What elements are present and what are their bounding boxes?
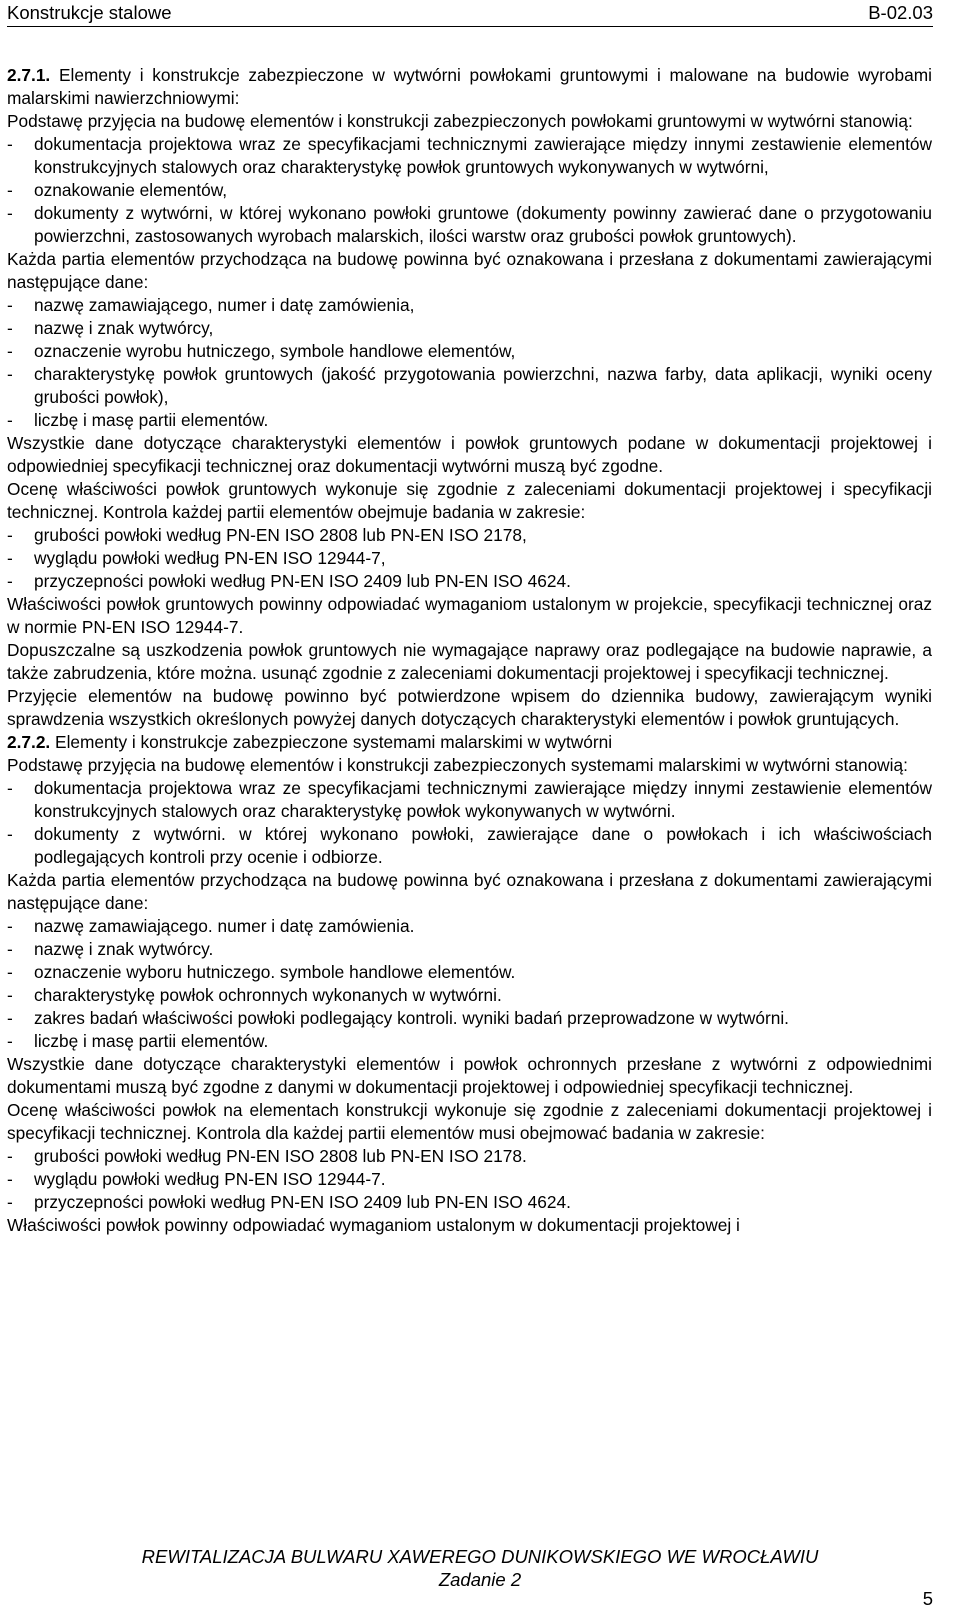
- list-item: [7, 1191, 932, 1214]
- list-item: [7, 317, 932, 340]
- list-item-text: charakterystykę powłok gruntowych (jakość przygotowania powierzchni, nazwa farby, data aplikacji, wyniki oceny grubości powłok),: [34, 364, 932, 407]
- bullet-list: [7, 1145, 932, 1214]
- list-dash: -: [7, 1169, 13, 1189]
- header-title: Konstrukcje stalowe: [7, 2, 172, 23]
- list-dash: -: [7, 341, 13, 361]
- footer-project-title: REWITALIZACJA BULWARU XAWEREGO DUNIKOWSKIEGO WE WROCŁAWIU: [141, 1546, 819, 1567]
- paragraph: Przyjęcie elementów na budowę powinno być potwierdzone wpisem do dziennika budowy, zawierającym wyniki sprawdzenia wszystkich określonych powyżej danych dotyczących charakterystyki elementów i powłok gruntujących.: [7, 686, 932, 729]
- list-item: [7, 363, 932, 409]
- paragraph: Dopuszczalne są uszkodzenia powłok gruntowych nie wymagające naprawy oraz podlegające na budowie naprawie, a także zabrudzenia, które można. usunąć zgodnie z zaleceniami dokumentacji projektowej i specyfikacji technicznej.: [7, 640, 932, 683]
- section-number: 2.7.2.: [7, 732, 51, 752]
- list-item-text: nazwę zamawiającego, numer i datę zamówienia,: [34, 295, 415, 315]
- list-item: [7, 179, 932, 202]
- section-number: 2.7.1.: [7, 65, 51, 85]
- list-item: [7, 823, 932, 869]
- list-dash: -: [7, 295, 13, 315]
- paragraph: Podstawę przyjęcia na budowę elementów i konstrukcji zabezpieczonych systemami malarskimi w wytwórni stanowią:: [7, 755, 908, 775]
- bullet-list: [7, 915, 932, 1053]
- list-item-text: oznaczenie wyrobu hutniczego, symbole handlowe elementów,: [34, 341, 516, 361]
- list-dash: -: [7, 134, 13, 154]
- list-dash: -: [7, 525, 13, 545]
- list-item-text: nazwę i znak wytwórcy.: [34, 939, 214, 959]
- list-dash: -: [7, 410, 13, 430]
- list-item: [7, 984, 932, 1007]
- list-dash: -: [7, 203, 13, 223]
- list-dash: -: [7, 962, 13, 982]
- list-dash: -: [7, 318, 13, 338]
- list-item-text: przyczepności powłoki według PN-EN ISO 2409 lub PN-EN ISO 4624.: [34, 1192, 571, 1212]
- bullet-list: [7, 133, 932, 248]
- list-item-text: wyglądu powłoki według PN-EN ISO 12944-7,: [34, 548, 386, 568]
- page-header: [7, 0, 933, 27]
- paragraph: Podstawę przyjęcia na budowę elementów i konstrukcji zabezpieczonych powłokami gruntowymi w wytwórni stanowią:: [7, 111, 913, 131]
- list-item: [7, 547, 932, 570]
- page-number: 5: [922, 1588, 933, 1609]
- list-dash: -: [7, 180, 13, 200]
- paragraph: Ocenę właściwości powłok na elementach konstrukcji wykonuje się zgodnie z zaleceniami dokumentacji projektowej i specyfikacji technicznej. Kontrola dla każdej partii elementów musi obejmować badania w zakresie:: [7, 1100, 932, 1143]
- list-dash: -: [7, 778, 13, 798]
- paragraph: Każda partia elementów przychodząca na budowę powinna być oznakowana i przesłana z dokumentami zawierającymi następujące dane:: [7, 870, 932, 913]
- paragraph: Właściwości powłok powinny odpowiadać wymaganiom ustalonym w dokumentacji projektowej i: [7, 1215, 740, 1235]
- list-dash: -: [7, 571, 13, 591]
- list-dash: -: [7, 985, 13, 1005]
- list-item: [7, 524, 932, 547]
- paragraph: Wszystkie dane dotyczące charakterystyki elementów i powłok gruntowych podane w dokumentacji projektowej i odpowiedniej specyfikacji technicznej oraz dokumentacji wytwórni muszą być zgodne.: [7, 433, 932, 476]
- list-item-text: oznaczenie wyboru hutniczego. symbole handlowe elementów.: [34, 962, 516, 982]
- paragraph: Właściwości powłok gruntowych powinny odpowiadać wymaganiom ustalonym w projekcie, specyfikacji technicznej oraz w normie PN-EN ISO 12944-7.: [7, 594, 932, 637]
- section-title: Elementy i konstrukcje zabezpieczone systemami malarskimi w wytwórni: [50, 732, 613, 752]
- list-dash: -: [7, 548, 13, 568]
- section-heading-2-7-1: [7, 64, 932, 110]
- list-item-text: zakres badań właściwości powłoki podlegający kontroli. wyniki badań przeprowadzone w wytwórni.: [34, 1008, 789, 1028]
- bullet-list: [7, 777, 932, 869]
- list-item-text: nazwę i znak wytwórcy,: [34, 318, 214, 338]
- document-body: [7, 64, 932, 1237]
- list-item: [7, 133, 932, 179]
- page-footer: [0, 1545, 960, 1591]
- list-dash: -: [7, 1192, 13, 1212]
- list-item-text: grubości powłoki według PN-EN ISO 2808 lub PN-EN ISO 2178.: [34, 1146, 527, 1166]
- list-item-text: liczbę i masę partii elementów.: [34, 410, 269, 430]
- list-dash: -: [7, 939, 13, 959]
- section-title: Elementy i konstrukcje zabezpieczone w wytwórni powłokami gruntowymi i malowane na budowie wyrobami malarskimi nawierzchniowymi:: [7, 65, 932, 108]
- section-heading-2-7-2: [7, 731, 932, 754]
- paragraph: Wszystkie dane dotyczące charakterystyki elementów i powłok ochronnych przesłane z wytwórni z odpowiednimi dokumentami muszą być zgodne z danymi w dokumentacji projektowej i odpowiedniej specyfikacji technicznej.: [7, 1054, 932, 1097]
- list-item: [7, 294, 932, 317]
- list-item: [7, 340, 932, 363]
- bullet-list: [7, 524, 932, 593]
- list-dash: -: [7, 824, 13, 844]
- list-item: [7, 1030, 932, 1053]
- list-item: [7, 961, 932, 984]
- list-item-text: przyczepności powłoki według PN-EN ISO 2409 lub PN-EN ISO 4624.: [34, 571, 571, 591]
- list-item-text: nazwę zamawiającego. numer i datę zamówienia.: [34, 916, 415, 936]
- list-dash: -: [7, 916, 13, 936]
- footer-task-label: Zadanie 2: [438, 1569, 522, 1590]
- header-document-code: B-02.03: [868, 2, 933, 23]
- list-item: [7, 202, 932, 248]
- list-item: [7, 1007, 932, 1030]
- list-item: [7, 1145, 932, 1168]
- bullet-list: [7, 294, 932, 432]
- list-item-text: dokumenty z wytwórni. w której wykonano powłoki, zawierające dane o powłokach i ich właściwościach podlegających kontroli przy ocenie i odbiorze.: [34, 824, 932, 867]
- list-item: [7, 777, 932, 823]
- list-item: [7, 409, 932, 432]
- list-item-text: charakterystykę powłok ochronnych wykonanych w wytwórni.: [34, 985, 502, 1005]
- list-item-text: dokumentacja projektowa wraz ze specyfikacjami technicznymi zawierające między innymi zestawienie elementów konstrukcyjnych stalowych oraz charakterystykę powłok wykonywanych w wytwórni.: [34, 778, 932, 821]
- list-item-text: oznakowanie elementów,: [34, 180, 228, 200]
- list-item-text: dokumenty z wytwórni, w której wykonano powłoki gruntowe (dokumenty powinny zawierać dane o przygotowaniu powierzchni, zastosowanych wyrobach malarskich, ilości warstw oraz grubości powłok gruntowych).: [34, 203, 932, 246]
- list-item-text: wyglądu powłoki według PN-EN ISO 12944-7.: [34, 1169, 386, 1189]
- paragraph: Każda partia elementów przychodząca na budowę powinna być oznakowana i przesłana z dokumentami zawierającymi następujące dane:: [7, 249, 932, 292]
- paragraph: Ocenę właściwości powłok gruntowych wykonuje się zgodnie z zaleceniami dokumentacji projektowej i specyfikacji technicznej. Kontrola każdej partii elementów obejmuje badania w zakresie:: [7, 479, 932, 522]
- list-item-text: liczbę i masę partii elementów.: [34, 1031, 269, 1051]
- list-item: [7, 915, 932, 938]
- list-item-text: dokumentacja projektowa wraz ze specyfikacjami technicznymi zawierające między innymi zestawienie elementów konstrukcyjnych stalowych oraz charakterystykę powłok gruntowych wykonywanych w wytwórni,: [34, 134, 932, 177]
- list-dash: -: [7, 1008, 13, 1028]
- list-dash: -: [7, 1031, 13, 1051]
- list-dash: -: [7, 364, 13, 384]
- list-dash: -: [7, 1146, 13, 1166]
- list-item: [7, 1168, 932, 1191]
- list-item: [7, 570, 932, 593]
- list-item-text: grubości powłoki według PN-EN ISO 2808 lub PN-EN ISO 2178,: [34, 525, 527, 545]
- list-item: [7, 938, 932, 961]
